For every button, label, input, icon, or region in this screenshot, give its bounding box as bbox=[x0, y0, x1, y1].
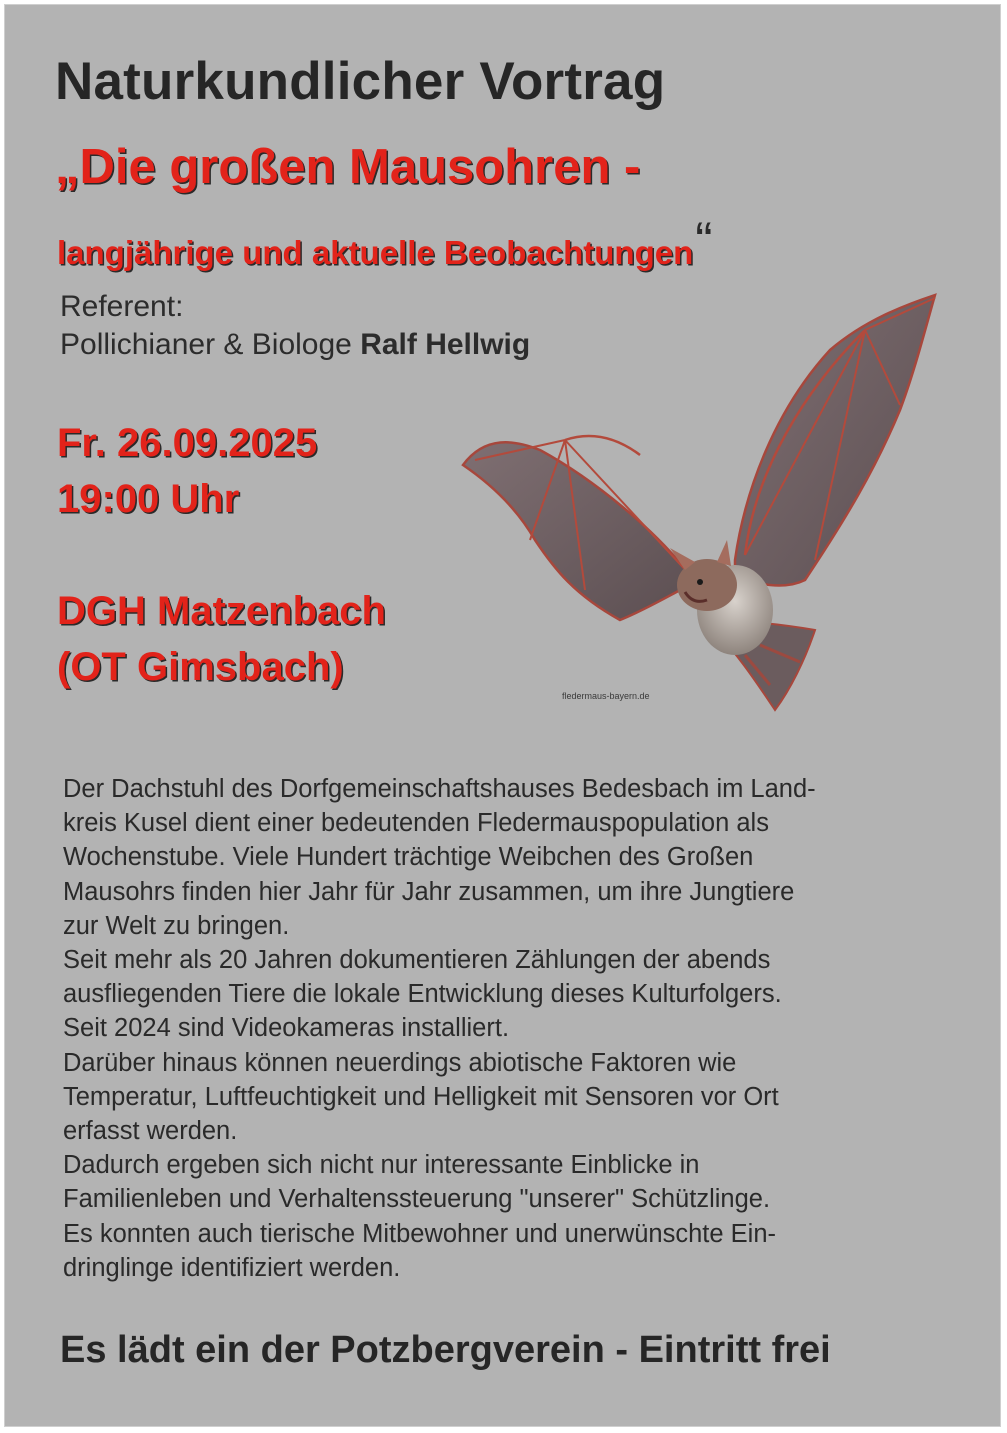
description-line: Dadurch ergeben sich nicht nur interessante Einblicke in bbox=[63, 1151, 700, 1180]
description-line: erfasst werden. bbox=[63, 1117, 238, 1146]
description-line: dringlinge identifiziert werden. bbox=[63, 1253, 401, 1282]
headline: Naturkundlicher Vortrag bbox=[55, 52, 666, 111]
description-line: Seit mehr als 20 Jahren dokumentieren Zählungen der abends bbox=[63, 946, 771, 975]
description-line: Es konnten auch tierische Mitbewohner und unerwünschte Ein- bbox=[63, 1219, 776, 1248]
talk-subtitle-text: langjährige und aktuelle Beobachtungen bbox=[57, 234, 694, 271]
venue-name: DGH Matzenbach bbox=[57, 589, 386, 633]
description-line: kreis Kusel dient einer bedeutenden Fledermauspopulation als bbox=[63, 809, 769, 838]
venue-district: (OT Gimsbach) bbox=[57, 645, 344, 689]
date-time-block bbox=[57, 415, 317, 527]
image-credit: fledermaus-bayern.de bbox=[562, 691, 650, 701]
event-time: 19:00 Uhr bbox=[57, 477, 240, 521]
bat-illustration bbox=[445, 290, 945, 730]
description-line: Der Dachstuhl des Dorfgemeinschaftshauses Bedesbach im Land- bbox=[63, 775, 816, 803]
event-poster bbox=[4, 4, 1001, 1427]
speaker-role: Pollichianer & Biologe bbox=[60, 328, 352, 361]
description-line: Wochenstube. Viele Hundert trächtige Weibchen des Großen bbox=[63, 843, 754, 872]
footer-invitation: Es lädt ein der Potzbergverein - Eintritt frei bbox=[60, 1329, 831, 1371]
closing-quote: “ bbox=[695, 212, 713, 270]
description-line: Darüber hinaus können neuerdings abiotische Faktoren wie bbox=[63, 1048, 737, 1077]
description-line: Mausohrs finden hier Jahr für Jahr zusammen, um ihre Jungtiere bbox=[63, 877, 795, 906]
description bbox=[63, 772, 983, 1285]
description-line: Temperatur, Luftfeuchtigkeit und Helligkeit mit Sensoren vor Ort bbox=[63, 1082, 779, 1111]
speaker-name: Ralf Hellwig bbox=[360, 328, 531, 361]
venue-block bbox=[57, 583, 386, 695]
speaker-label: Referent: bbox=[60, 290, 184, 323]
talk-title: „Die großen Mausohren - bbox=[55, 140, 641, 194]
description-line: Seit 2024 sind Videokameras installiert. bbox=[63, 1014, 510, 1043]
event-date: Fr. 26.09.2025 bbox=[57, 421, 318, 465]
description-line: Familienleben und Verhaltenssteuerung "unserer" Schützlinge. bbox=[63, 1185, 771, 1214]
description-line: zur Welt zu bringen. bbox=[63, 911, 290, 940]
description-line: ausfliegenden Tiere die lokale Entwicklung dieses Kulturfolgers. bbox=[63, 980, 782, 1009]
talk-subtitle bbox=[57, 212, 713, 277]
